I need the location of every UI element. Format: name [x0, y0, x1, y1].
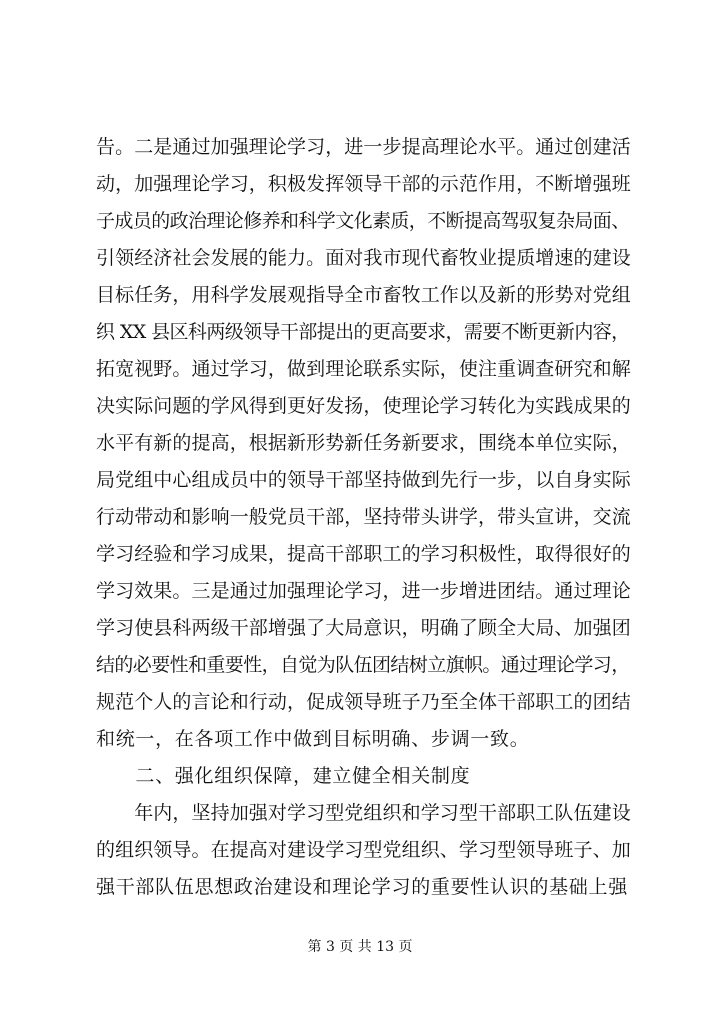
body-text-line: 决实际问题的学风得到更好发扬，使理论学习转化为实践成果的 — [96, 395, 631, 417]
body-text-line: 水平有新的提高，根据新形势新任务新要求，围绕本单位实际， — [96, 432, 631, 454]
body-text-line: 告。二是通过加强理论学习，进一步提高理论水平。通过创建活 — [96, 136, 631, 158]
body-text-line: 引领经济社会发展的能力。面对我市现代畜牧业提质增速的建设 — [96, 247, 631, 269]
body-text-line: 织 XX 县区科两级领导干部提出的更高要求，需要不断更新内容， — [96, 321, 630, 343]
body-text-line: 学习效果。三是通过加强理论学习，进一步增进团结。通过理论 — [96, 580, 631, 602]
body-text-line: 年内，坚持加强对学习型党组织和学习型干部职工队伍建设 — [96, 802, 631, 824]
body-text-line: 的组织领导。在提高对建设学习型党组织、学习型领导班子、加 — [96, 839, 631, 861]
body-text-line: 强干部队伍思想政治建设和理论学习的重要性认识的基础上强 — [96, 876, 628, 898]
body-text-line: 局党组中心组成员中的领导干部坚持做到先行一步，以自身实际 — [96, 469, 631, 491]
body-text-line: 子成员的政治理论修养和科学文化素质，不断提高驾驭复杂局面、 — [96, 210, 630, 232]
body-text-line: 和统一，在各项工作中做到目标明确、步调一致。 — [96, 728, 530, 750]
body-text-line: 行动带动和影响一般党员干部，坚持带头讲学，带头宣讲，交流 — [96, 506, 631, 528]
section-heading: 二、强化组织保障，建立健全相关制度 — [96, 765, 471, 787]
body-text-line: 动，加强理论学习，积极发挥领导干部的示范作用，不断增强班 — [96, 173, 631, 195]
body-text-line: 学习使县科两级干部增强了大局意识，明确了顾全大局、加强团 — [96, 617, 631, 639]
page-number-footer: 第 3 页 共 13 页 — [307, 939, 413, 955]
body-text-line: 规范个人的言论和行动，促成领导班子乃至全体干部职工的团结 — [96, 691, 631, 713]
body-text-line: 拓宽视野。通过学习，做到理论联系实际，使注重调查研究和解 — [96, 358, 631, 380]
body-text-line: 学习经验和学习成果，提高干部职工的学习积极性，取得很好的 — [96, 543, 631, 565]
body-text-line: 目标任务，用科学发展观指导全市畜牧工作以及新的形势对党组 — [96, 284, 631, 306]
body-text-line: 结的必要性和重要性，自觉为队伍团结树立旗帜。通过理论学习， — [96, 654, 630, 676]
